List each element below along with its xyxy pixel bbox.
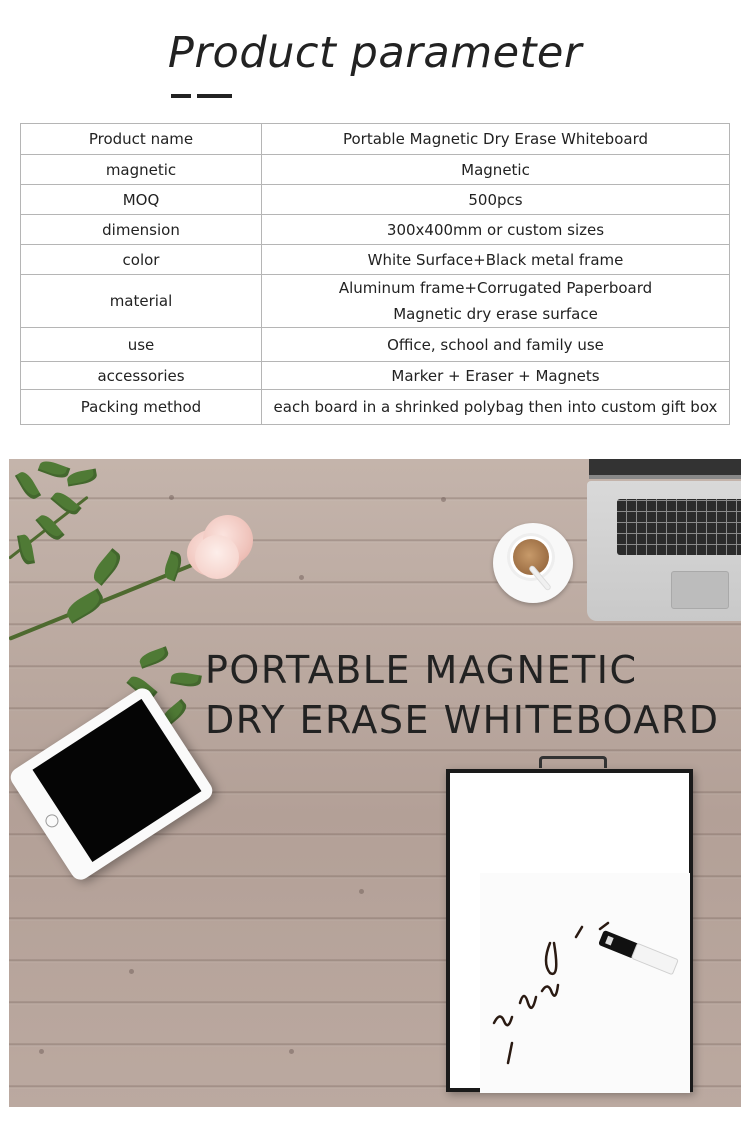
param-value: Magnetic	[262, 155, 730, 185]
param-value	[262, 275, 730, 328]
tablet-home-button	[43, 812, 61, 830]
param-value: Portable Magnetic Dry Erase Whiteboard	[262, 124, 730, 155]
rose-flower	[181, 511, 257, 585]
param-value-line: Aluminum frame+Corrugated Paperboard	[338, 279, 653, 297]
param-label: Packing method	[21, 390, 262, 425]
table-row	[21, 215, 730, 245]
wood-knot	[441, 497, 446, 502]
wood-knot	[169, 495, 174, 500]
param-label: Product name	[21, 124, 262, 155]
table-row	[21, 124, 730, 155]
marker-scribble	[480, 873, 690, 1093]
param-value: White Surface+Black metal frame	[262, 245, 730, 275]
param-value: each board in a shrinked polybag then into custom gift box	[262, 390, 730, 425]
param-label: magnetic	[21, 155, 262, 185]
wood-knot	[299, 575, 304, 580]
tablet-image	[9, 685, 216, 884]
table-row	[21, 328, 730, 362]
laptop-image	[587, 481, 741, 621]
param-label: color	[21, 245, 262, 275]
table-row	[21, 362, 730, 390]
leaf	[138, 646, 171, 668]
title-underline-dash	[171, 94, 191, 98]
laptop-keyboard	[617, 499, 741, 555]
laptop-screen	[589, 459, 741, 479]
coffee-cup	[507, 533, 555, 581]
leaf	[63, 588, 107, 624]
param-label: use	[21, 328, 262, 362]
table-row	[21, 155, 730, 185]
param-label: accessories	[21, 362, 262, 390]
param-label: material	[21, 275, 262, 328]
param-value: Office, school and family use	[262, 328, 730, 362]
param-label: dimension	[21, 215, 262, 245]
whiteboard-image	[446, 769, 693, 1092]
banner-headline	[205, 645, 719, 745]
wood-knot	[289, 1049, 294, 1054]
parameter-table	[20, 123, 730, 425]
leaf	[170, 670, 202, 688]
laptop-touchpad	[671, 571, 729, 609]
page-title: Product parameter	[167, 28, 583, 78]
tablet-screen	[32, 699, 201, 862]
leaf	[89, 548, 124, 586]
banner-headline-line: DRY ERASE WHITEBOARD	[205, 698, 720, 742]
table-row	[21, 245, 730, 275]
param-value: 300x400mm or custom sizes	[262, 215, 730, 245]
wood-knot	[129, 969, 134, 974]
whiteboard-handle	[539, 756, 607, 768]
param-value-line: Magnetic dry erase surface	[393, 305, 598, 323]
param-label: MOQ	[21, 185, 262, 215]
table-row	[21, 185, 730, 215]
product-banner	[9, 459, 741, 1107]
param-value: Marker + Eraser + Magnets	[262, 362, 730, 390]
title-underline-dash	[197, 94, 232, 98]
banner-headline-line: PORTABLE MAGNETIC	[205, 648, 638, 692]
leaf	[38, 459, 71, 481]
wood-knot	[39, 1049, 44, 1054]
leaf	[15, 469, 41, 501]
param-value: 500pcs	[262, 185, 730, 215]
leaf	[66, 468, 98, 486]
whiteboard-writing	[480, 873, 690, 1093]
coffee-cup-image	[493, 523, 573, 603]
table-row	[21, 390, 730, 425]
wood-knot	[359, 889, 364, 894]
table-row	[21, 275, 730, 328]
